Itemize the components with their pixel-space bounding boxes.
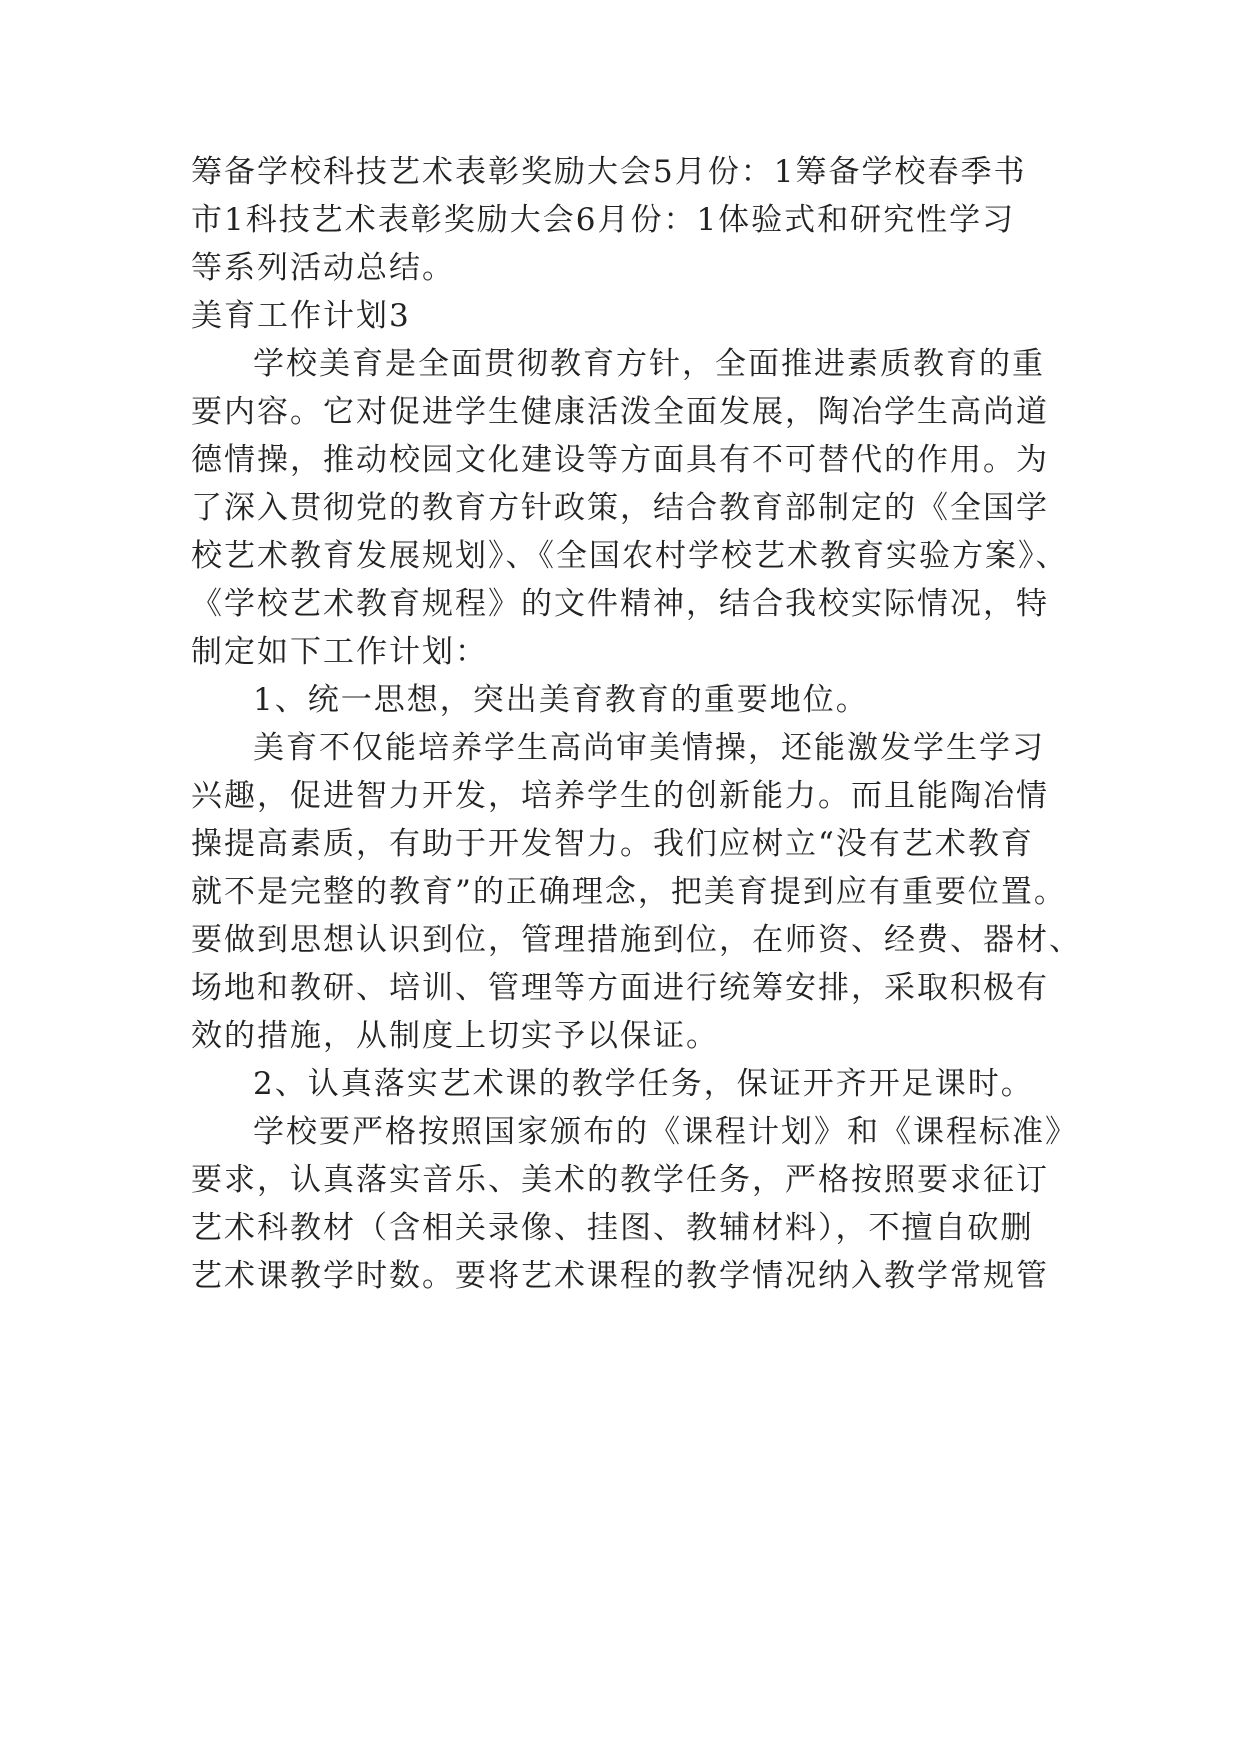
text-line: 艺术科教材（含相关录像、挂图、教辅材料），不擅自砍删 xyxy=(191,1210,1034,1246)
text-line: 操提高素质，有助于开发智力。我们应树立“没有艺术教育 xyxy=(191,826,1034,862)
text-line: 要做到思想认识到位，管理措施到位，在师资、经费、器材、 xyxy=(191,922,1082,958)
section-heading: 美育工作计划3 xyxy=(191,298,411,334)
text-line: 场地和教研、培训、管理等方面进行统筹安排，采取积极有 xyxy=(191,970,1049,1006)
text-line: 筹备学校科技艺术表彰奖励大会5月份：1筹备学校春季书 xyxy=(191,154,1027,190)
text-line: 市1科技艺术表彰奖励大会6月份：1体验式和研究性学习 xyxy=(191,202,1016,238)
text-line: 了深入贯彻党的教育方针政策，结合教育部制定的《全国学 xyxy=(191,490,1049,526)
text-line: 学校美育是全面贯彻教育方针，全面推进素质教育的重 xyxy=(253,346,1045,382)
text-line: 就不是完整的教育”的正确理念，把美育提到应有重要位置。 xyxy=(191,874,1067,910)
text-line: 《学校艺术教育规程》的文件精神，结合我校实际情况，特 xyxy=(191,586,1049,622)
numbered-point: 1、统一思想，突出美育教育的重要地位。 xyxy=(253,682,869,718)
text-line: 要内容。它对促进学生健康活泼全面发展，陶冶学生高尚道 xyxy=(191,394,1049,430)
text-line: 美育不仅能培养学生高尚审美情操，还能激发学生学习 xyxy=(253,730,1045,766)
numbered-point: 2、认真落实艺术课的教学任务，保证开齐开足课时。 xyxy=(253,1066,1034,1102)
text-line: 要求，认真落实音乐、美术的教学任务，严格按照要求征订 xyxy=(191,1162,1049,1198)
text-line: 艺术课教学时数。要将艺术课程的教学情况纳入教学常规管 xyxy=(191,1258,1049,1294)
text-line: 效的措施，从制度上切实予以保证。 xyxy=(191,1018,719,1054)
text-line: 制定如下工作计划： xyxy=(191,634,488,670)
text-line: 兴趣，促进智力开发，培养学生的创新能力。而且能陶冶情 xyxy=(191,778,1049,814)
text-line: 德情操，推动校园文化建设等方面具有不可替代的作用。为 xyxy=(191,442,1049,478)
text-line: 等系列活动总结。 xyxy=(191,250,455,286)
text-line: 校艺术教育发展规划》、《全国农村学校艺术教育实验方案》、 xyxy=(191,538,1069,574)
text-line: 学校要严格按照国家颁布的《课程计划》和《课程标准》 xyxy=(253,1114,1078,1150)
